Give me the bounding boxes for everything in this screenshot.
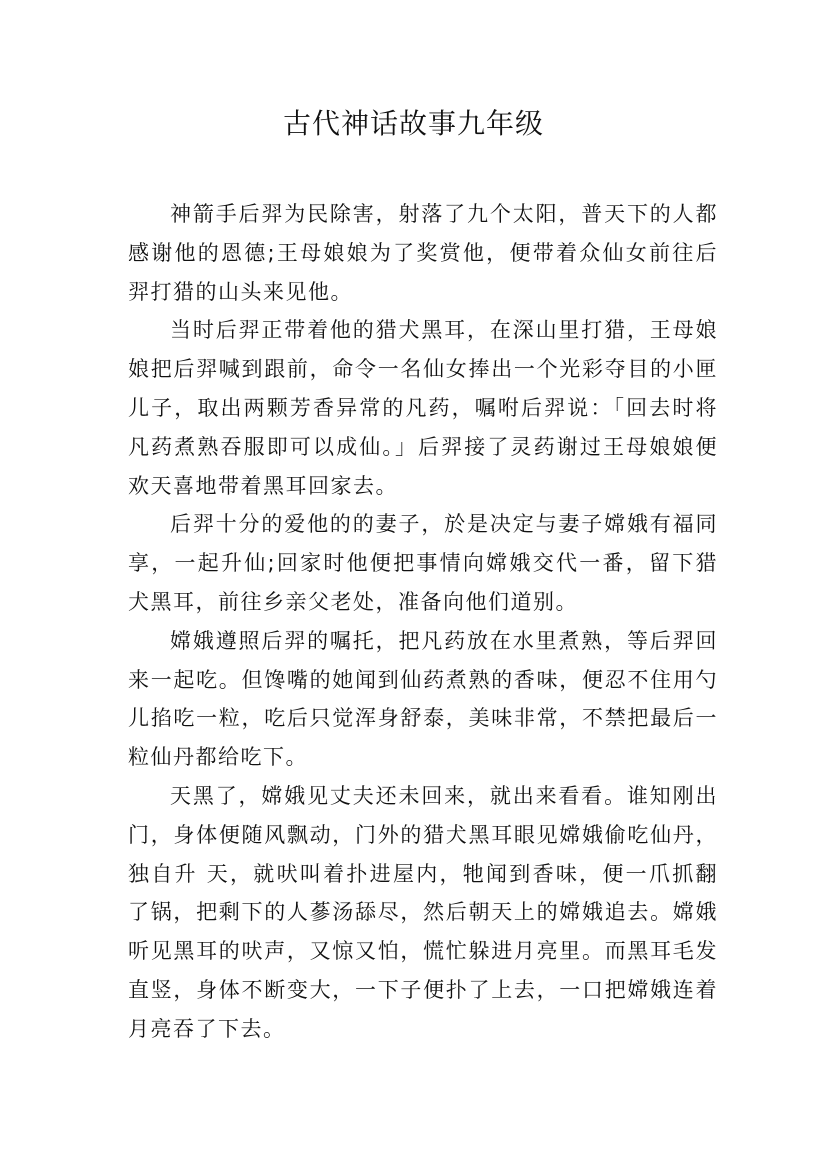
document-body [128, 195, 718, 1049]
paragraph-5: 天黑了，嫦娥见丈夫还未回来，就出来看看。谁知刚出门，身体便随风飘动，门外的猎犬黑耳眼见嫦娥偷吃仙丹，独自升 天，就吠叫着扑进屋内，牠闻到香味，便一爪抓翻了锅，把剩下的人蔘汤舔尽，然后朝天上的嫦娥追去。嫦娥听见黑耳的吠声，又惊又怕，慌忙躲进月亮里。而黑耳毛发直竖，身体不断变大，一下子便扑了上去，一口把嫦娥连着月亮吞了下去。 [128, 783, 718, 1041]
paragraph-4: 嫦娥遵照后羿的嘱托，把凡药放在水里煮熟，等后羿回来一起吃。但馋嘴的她闻到仙药煮熟的香味，便忍不住用勺儿掐吃一粒，吃后只觉浑身舒泰，美味非常，不禁把最后一粒仙丹都给吃下。 [128, 628, 718, 770]
document-title: 古代神话故事九年级 [282, 107, 544, 140]
paragraph-2: 当时后羿正带着他的猎犬黑耳，在深山里打猎，王母娘娘把后羿喊到跟前，命令一名仙女捧出一个光彩夺目的小匣儿子，取出两颗芳香异常的凡药，嘱咐后羿说：「回去时将凡药煮熟吞服即可以成仙。」后羿接了灵药谢过王母娘娘便欢天喜地带着黑耳回家去。 [128, 318, 718, 498]
paragraph-3: 后羿十分的爱他的的妻子，於是决定与妻子嫦娥有福同享，一起升仙;回家时他便把事情向嫦娥交代一番，留下猎犬黑耳，前往乡亲父老处，准备向他们道别。 [128, 512, 718, 614]
paragraph-1: 神箭手后羿为民除害，射落了九个太阳，普天下的人都感谢他的恩德;王母娘娘为了奖赏他，便带着众仙女前往后羿打猎的山头来见他。 [128, 202, 718, 304]
